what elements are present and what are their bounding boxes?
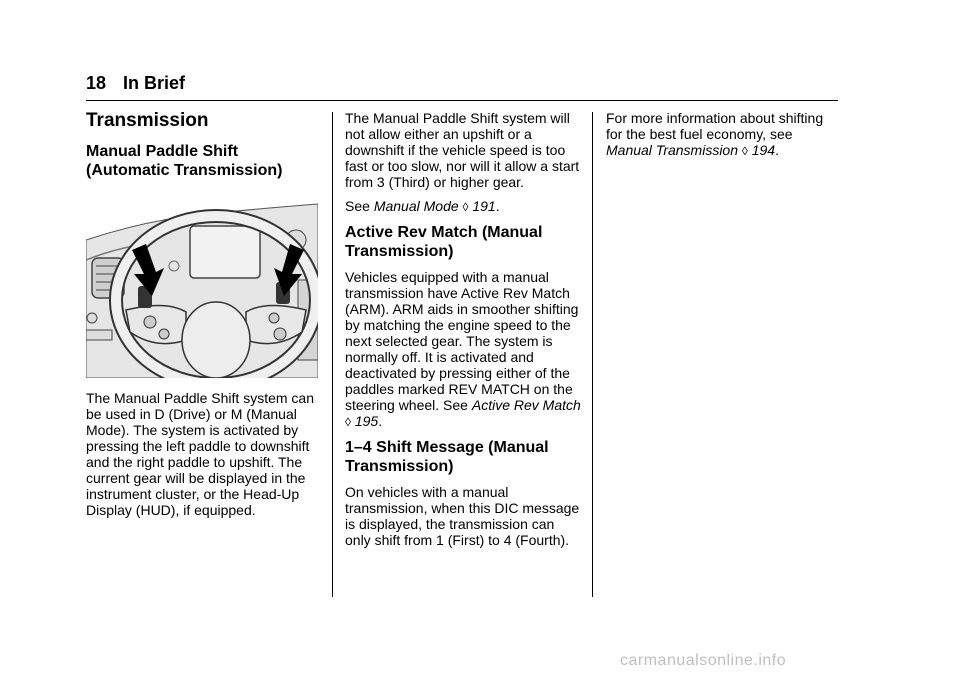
- column-divider: [592, 112, 593, 597]
- page-header: [86, 70, 838, 101]
- active-rev-match-link[interactable]: Active Rev Match: [471, 397, 581, 413]
- ref-prefix: See: [345, 198, 374, 214]
- ref-suffix: .: [775, 142, 779, 158]
- subsection-title: Active Rev Match (Manual Transmission): [345, 224, 543, 260]
- cross-reference: [345, 198, 581, 215]
- paragraph: [345, 269, 581, 430]
- paragraph: On vehicles with a manual transmission, when this DIC message is displayed, the transmission can only shift from 1 (First) to 4 (Fourth).: [345, 484, 580, 548]
- page-ref-icon: ◊: [741, 144, 748, 158]
- page-ref-number[interactable]: 191: [472, 198, 496, 214]
- page-ref-icon: ◊: [462, 200, 469, 214]
- subsection-title: Manual Paddle Shift (Automatic Transmission): [86, 143, 283, 179]
- paragraph: [606, 110, 842, 159]
- subsection-title: 1–4 Shift Message (Manual Transmission): [345, 439, 549, 475]
- steering-wheel-paddle-illustration: [86, 200, 318, 378]
- column-3: [606, 110, 842, 167]
- paragraph-text: Vehicles equipped with a manual transmission have Active Rev Match (ARM). ARM aids in smoother shifting by matching the engine speed to the next selected gear. The system is normally off. It is activated and deactivated by pressing either of the paddles marked REV MATCH on the steering wheel. See: [345, 269, 579, 413]
- column-2: [345, 110, 581, 556]
- steering-wheel-icon: [86, 200, 318, 378]
- paragraph: The Manual Paddle Shift system can be used in D (Drive) or M (Manual Mode). The system is activated by pressing the left paddle to downshift and the right paddle to upshift. The current gear will be displayed in the instrument cluster, or the Head-Up Display (HUD), if equipped.: [86, 390, 315, 518]
- section-title: Transmission: [86, 110, 209, 131]
- column-1: [86, 110, 322, 526]
- paragraph-text: For more information about shifting for the best fuel economy, see: [606, 110, 824, 142]
- manual-transmission-link[interactable]: Manual Transmission: [606, 142, 739, 158]
- manual-mode-link[interactable]: Manual Mode: [373, 198, 459, 214]
- section-name: In Brief: [123, 73, 186, 93]
- page-ref-icon: ◊: [345, 415, 351, 429]
- paragraph: The Manual Paddle Shift system will not allow either an upshift or a downshift if the vehicle speed is too fast or too slow, nor will it allow a start from 3 (Third) or higher gear.: [345, 110, 580, 190]
- ref-suffix: .: [495, 198, 500, 214]
- column-divider: [332, 112, 333, 597]
- page-ref-number[interactable]: 194: [751, 142, 776, 158]
- page-ref-number[interactable]: 195: [354, 413, 379, 429]
- watermark: carmanualsonline.info: [620, 652, 787, 669]
- ref-suffix: .: [378, 413, 383, 429]
- page-number: 18: [86, 73, 107, 93]
